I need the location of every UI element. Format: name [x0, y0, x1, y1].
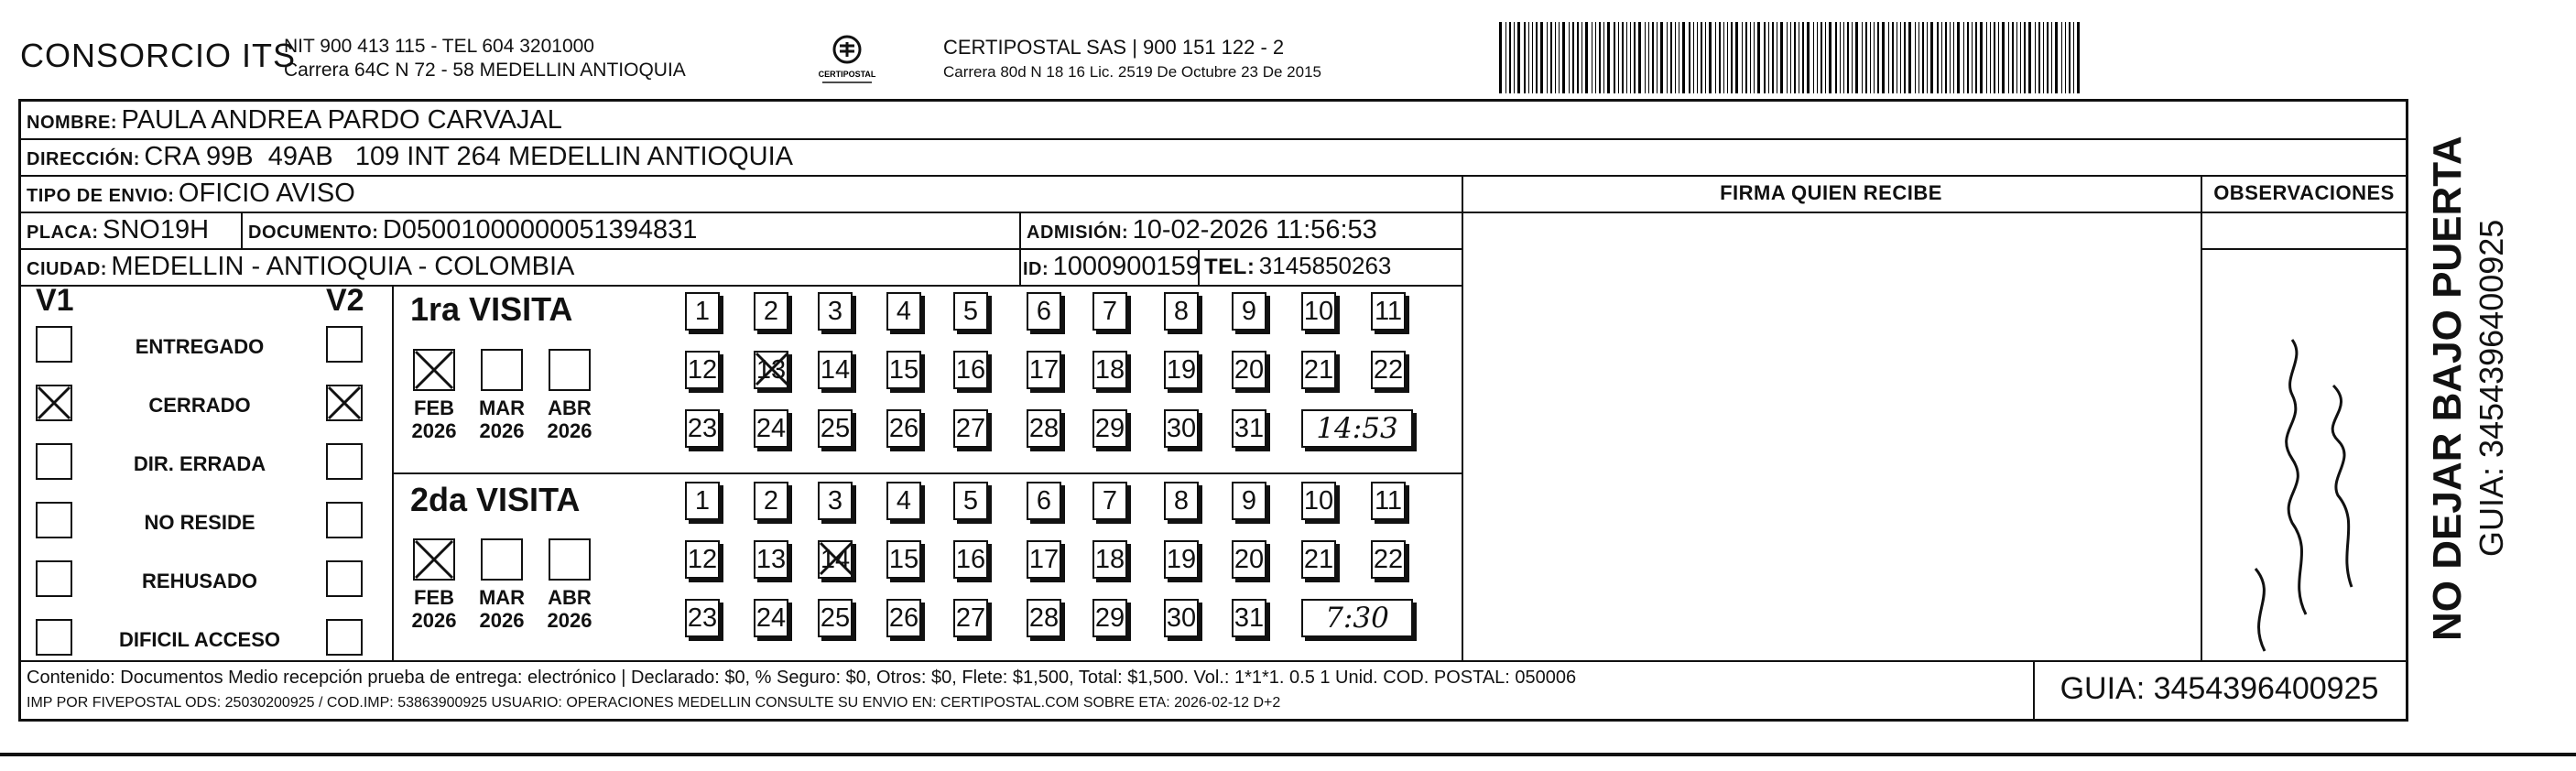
visit2-day-24[interactable]: 24: [754, 599, 788, 637]
visit1-day-14[interactable]: 14: [818, 351, 853, 389]
ciudad-label: CIUDAD:: [27, 259, 107, 279]
visit1-day-2[interactable]: 2: [754, 292, 788, 331]
visit2-day-8[interactable]: 8: [1164, 482, 1199, 520]
v1-label: V1: [36, 283, 74, 318]
guide-form: [18, 99, 2408, 722]
visit1-day-26[interactable]: 26: [886, 409, 921, 448]
status-option-dir-errada: DIR. ERRADA: [133, 452, 266, 475]
bottom-rule: [0, 753, 2576, 756]
visit1-day-28[interactable]: 28: [1027, 409, 1061, 448]
visit2-day-26[interactable]: 26: [886, 599, 921, 637]
barcode: [1499, 22, 2223, 93]
v2-checkbox-entregado[interactable]: [326, 326, 363, 363]
v2-checkbox-cerrado[interactable]: [326, 385, 363, 421]
documento-row: [248, 215, 697, 245]
visit2-day-2[interactable]: 2: [754, 482, 788, 520]
footer-content: Contenido: Documentos Medio recepción prueba de entrega: electrónico | Declarado: $0, % Seguro: $0, Otros: $0, Flete: $1,500, Total: $1,500. Vol.: 1*1*1. 0.5 1 Unid. COD. POSTAL: 050006: [27, 668, 1577, 688]
tel-value: 3145850263: [1258, 252, 1392, 279]
v2-checkbox-dificil-acceso[interactable]: [326, 619, 363, 656]
direccion-row: [27, 142, 793, 172]
tel-row: [1204, 252, 1391, 280]
tel-label: TEL:: [1204, 255, 1255, 279]
visit1-day-20[interactable]: 20: [1232, 351, 1266, 389]
courier-nit: CERTIPOSTAL SAS | 900 151 122 - 2: [943, 36, 1285, 59]
visit1-day-22[interactable]: 22: [1371, 351, 1406, 389]
status-option-rehusado: REHUSADO: [142, 570, 257, 592]
visit1-title: 1ra VISITA: [410, 290, 573, 328]
admision-label: ADMISIÓN:: [1027, 223, 1129, 243]
visit2-day-3[interactable]: 3: [818, 482, 853, 520]
ciudad-value: MEDELLIN - ANTIOQUIA - COLOMBIA: [111, 252, 575, 281]
observation-handwriting: [2201, 248, 2406, 660]
courier-info: [943, 35, 1321, 84]
visit1-month-label-feb: FEB 2026: [411, 396, 457, 442]
id-value: 1000900159: [1052, 252, 1201, 281]
observaciones-label: OBSERVACIONES: [2213, 181, 2395, 204]
status-option-entregado: ENTREGADO: [135, 335, 265, 358]
nombre-label: NOMBRE:: [27, 113, 118, 133]
visit1-day-12[interactable]: 12: [685, 351, 720, 389]
v1-checkbox-rehusado[interactable]: [36, 560, 72, 597]
v1-checkbox-no-reside[interactable]: [36, 502, 72, 538]
visit2-month-label-feb: FEB 2026: [411, 586, 457, 632]
visit2-month-checkbox-mar[interactable]: [481, 538, 523, 581]
visit1-day-18[interactable]: 18: [1092, 351, 1127, 389]
visit2-day-5[interactable]: 5: [953, 482, 988, 520]
visit1-month-checkbox-abr[interactable]: [549, 349, 591, 391]
visit2-day-29[interactable]: 29: [1092, 599, 1127, 637]
visit2-day-19[interactable]: 19: [1164, 540, 1199, 579]
visit1-day-5[interactable]: 5: [953, 292, 988, 331]
courier-address: Carrera 80d N 18 16 Lic. 2519 De Octubre 23 De 2015: [943, 63, 1321, 81]
visit1-day-16[interactable]: 16: [953, 351, 988, 389]
visit1-day-10[interactable]: 10: [1301, 292, 1336, 331]
status-option-cerrado: CERRADO: [148, 394, 251, 417]
visit1-day-21[interactable]: 21: [1301, 351, 1336, 389]
footer-print-info: IMP POR FIVEPOSTAL ODS: 25030200925 / COD.IMP: 53863900925 USUARIO: OPERACIONES MEDELLIN CONSULTE SU ENVIO EN: CERTIPOSTAL.COM SOBRE ETA: 2026-02-12 D+2: [27, 695, 1281, 711]
placa-value: SNO19H: [103, 215, 210, 244]
visit1-day-30[interactable]: 30: [1164, 409, 1199, 448]
placa-row: [27, 215, 209, 245]
visit1-day-23[interactable]: 23: [685, 409, 720, 448]
placa-label: PLACA:: [27, 223, 99, 243]
visit1-day-29[interactable]: 29: [1092, 409, 1127, 448]
visit2-day-27[interactable]: 27: [953, 599, 988, 637]
visit2-title: 2da VISITA: [410, 481, 581, 518]
v2-checkbox-rehusado[interactable]: [326, 560, 363, 597]
v2-checkbox-dir-errada[interactable]: [326, 443, 363, 480]
visit1-day-13[interactable]: 13: [754, 351, 788, 389]
visit1-month-checkbox-mar[interactable]: [481, 349, 523, 391]
v1-checkbox-dir-errada[interactable]: [36, 443, 72, 480]
visit1-day-9[interactable]: 9: [1232, 292, 1266, 331]
visit2-day-4[interactable]: 4: [886, 482, 921, 520]
visit1-day-25[interactable]: 25: [818, 409, 853, 448]
visit2-day-22[interactable]: 22: [1371, 540, 1406, 579]
visit1-day-1[interactable]: 1: [685, 292, 720, 331]
visit2-day-14[interactable]: 14: [818, 540, 853, 579]
visit2-day-13[interactable]: 13: [754, 540, 788, 579]
company-name: CONSORCIO ITS: [20, 37, 297, 74]
visit2-day-6[interactable]: 6: [1027, 482, 1061, 520]
visit1-day-4[interactable]: 4: [886, 292, 921, 331]
admision-row: [1027, 215, 1377, 245]
visit2-month-label-abr: ABR 2026: [547, 586, 592, 632]
ciudad-row: [27, 252, 574, 282]
visit1-day-15[interactable]: 15: [886, 351, 921, 389]
visit1-day-11[interactable]: 11: [1371, 292, 1406, 331]
visit2-day-16[interactable]: 16: [953, 540, 988, 579]
direccion-label: DIRECCIÓN:: [27, 149, 140, 169]
visit2-day-11[interactable]: 11: [1371, 482, 1406, 520]
certipostal-logo: [815, 33, 879, 88]
company-info: [284, 35, 686, 82]
visit1-day-31[interactable]: 31: [1232, 409, 1266, 448]
id-row: [1023, 252, 1201, 282]
tipo-label: TIPO DE ENVIO:: [27, 186, 175, 206]
status-option-no-reside: NO RESIDE: [144, 511, 255, 534]
v1-checkbox-cerrado[interactable]: [36, 385, 72, 421]
visit2-day-9[interactable]: 9: [1232, 482, 1266, 520]
visit2-day-25[interactable]: 25: [818, 599, 853, 637]
visit2-day-23[interactable]: 23: [685, 599, 720, 637]
nombre-value: PAULA ANDREA PARDO CARVAJAL: [121, 105, 562, 135]
id-label: ID:: [1023, 259, 1049, 279]
visit2-time-box[interactable]: 7:30: [1301, 599, 1413, 637]
visit2-day-7[interactable]: 7: [1092, 482, 1127, 520]
side-warning: NO DEJAR BAJO PUERTA: [2425, 136, 2470, 641]
visit2-day-18[interactable]: 18: [1092, 540, 1127, 579]
visit2-month-checkbox-feb[interactable]: [413, 538, 455, 581]
visit2-day-10[interactable]: 10: [1301, 482, 1336, 520]
visit1-day-6[interactable]: 6: [1027, 292, 1061, 331]
visit2-month-label-mar: MAR 2026: [478, 586, 526, 632]
direccion-value: CRA 99B 49AB 109 INT 264 MEDELLIN ANTIOQUIA: [144, 142, 794, 171]
side-guia: GUIA: 3454396400925: [2473, 219, 2510, 557]
documento-label: DOCUMENTO:: [248, 223, 379, 243]
visit2-day-1[interactable]: 1: [685, 482, 720, 520]
visit1-month-checkbox-feb[interactable]: [413, 349, 455, 391]
documento-value: D05001000000051394831: [382, 215, 698, 244]
visit2-day-21[interactable]: 21: [1301, 540, 1336, 579]
tipo-row: [27, 179, 355, 209]
visit1-day-3[interactable]: 3: [818, 292, 853, 331]
company-nit: NIT 900 413 115 - TEL 604 3201000: [284, 36, 594, 57]
v1-checkbox-entregado[interactable]: [36, 326, 72, 363]
firma-label: FIRMA QUIEN RECIBE: [1720, 181, 1942, 204]
visit2-day-20[interactable]: 20: [1232, 540, 1266, 579]
status-option-dificil-acceso: DIFICIL ACCESO: [118, 628, 280, 651]
visit2-day-31[interactable]: 31: [1232, 599, 1266, 637]
footer-guia: GUIA: 3454396400925: [2060, 671, 2379, 706]
nombre-row: [27, 105, 562, 136]
visit1-day-7[interactable]: 7: [1092, 292, 1127, 331]
logo-text: CERTIPOSTAL: [818, 70, 876, 79]
visit1-day-8[interactable]: 8: [1164, 292, 1199, 331]
visit1-day-24[interactable]: 24: [754, 409, 788, 448]
visit1-day-19[interactable]: 19: [1164, 351, 1199, 389]
visit2-day-17[interactable]: 17: [1027, 540, 1061, 579]
admision-value: 10-02-2026 11:56:53: [1132, 215, 1377, 244]
visit1-month-label-mar: MAR 2026: [478, 396, 526, 442]
visit2-day-28[interactable]: 28: [1027, 599, 1061, 637]
v1-checkbox-dificil-acceso[interactable]: [36, 619, 72, 656]
v2-label: V2: [326, 283, 364, 318]
visit1-day-27[interactable]: 27: [953, 409, 988, 448]
visit2-day-15[interactable]: 15: [886, 540, 921, 579]
tipo-value: OFICIO AVISO: [178, 179, 355, 208]
visit1-month-label-abr: ABR 2026: [547, 396, 592, 442]
visit1-day-17[interactable]: 17: [1027, 351, 1061, 389]
v2-checkbox-no-reside[interactable]: [326, 502, 363, 538]
visit2-day-12[interactable]: 12: [685, 540, 720, 579]
visit2-month-checkbox-abr[interactable]: [549, 538, 591, 581]
company-address: Carrera 64C N 72 - 58 MEDELLIN ANTIOQUIA: [284, 60, 686, 81]
visit2-day-30[interactable]: 30: [1164, 599, 1199, 637]
visit1-time-box[interactable]: 14:53: [1301, 409, 1413, 448]
